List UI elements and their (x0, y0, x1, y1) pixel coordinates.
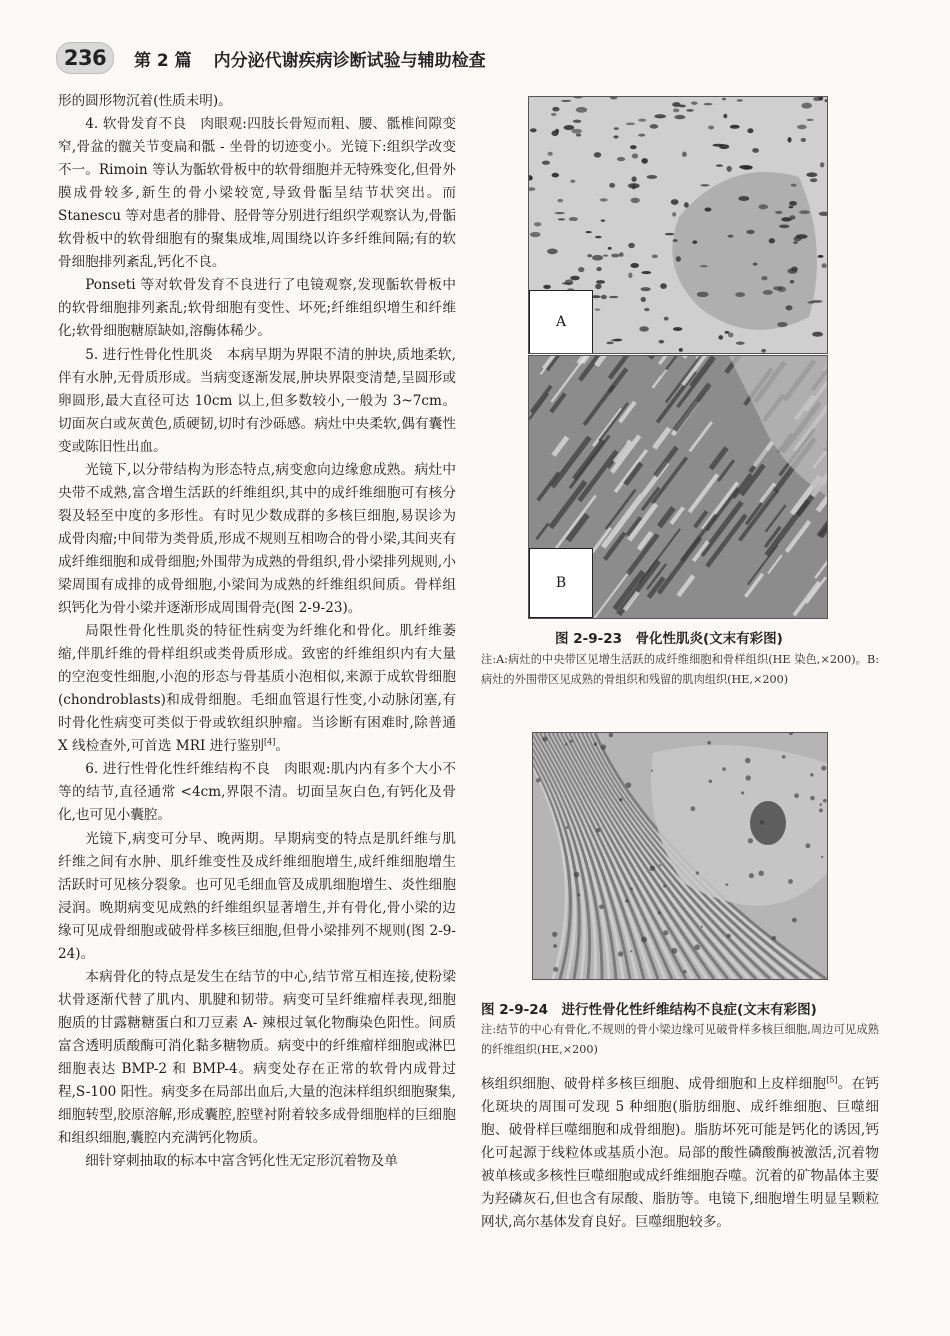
micrograph-c (533, 733, 827, 979)
paragraph: 形的圆形物沉着(性质未明)。 (58, 93, 232, 109)
paragraph: 核组织细胞、破骨样多核巨细胞、成骨细胞和上皮样细胞[5]。在钙化斑块的周围可发现 5 种细胞(脂肪细胞、成纤维细胞、巨噬细胞、破骨样巨噬细胞和成骨细胞)。脂肪坏死可能是钙化的诱因,钙化可起源于线粒体或基质小泡。局部的酸性磷酸酶被激活,沉着物被单核或多核性巨噬细胞或成纤维细胞吞噬。沉着的矿物晶体主要为羟磷灰石,但也含有尿酸、脂肪等。电镜下,细胞增生明显呈颗粒网状,高尔基体发育良好。巨噬细胞较多。 (481, 1075, 880, 1231)
right-text-column (481, 1073, 879, 1234)
figure-2-9-23-panel-a (528, 96, 828, 354)
paragraph: 4. 软骨发育不良 肉眼观:四肢长骨短而粗、腰、骶椎间隙变窄,骨盆的髋关节变扁和骶 - 坐骨的切迹变小。光镜下:组织学改变不一。Rimoin 等认为骺软骨板中的软骨细胞并无特殊变化,但骨外膜成骨较多,新生的骨小梁较宽,导致骨骺呈结节状突出。而 Stanescu 等对患者的腓骨、胫骨等分别进行组织学观察认为,骨骺软骨板中的软骨细胞有的聚集成堆,周围绕以许多纤维间隔;有的软骨细胞排列紊乱,钙化不良。 (58, 116, 456, 271)
paragraph: 局限性骨化性肌炎的特征性病变为纤维化和骨化。肌纤维萎缩,伴肌纤维的骨样组织或类骨质形成。致密的纤维组织内有大量的空泡变性细胞,小泡的形态与骨基质小泡相似,来源于成软骨细胞(chondroblasts)和成骨细胞。毛细血管退行性变,小动脉闭塞,有时骨化性病变可类似于骨或软组织肿瘤。当诊断有困难时,除普通 X 线检查外,可首选 MRI 进行鉴别[4]。 (58, 623, 456, 755)
paragraph: 5. 进行性骨化性肌炎 本病早期为界限不清的肿块,质地柔软,伴有水肿,无骨质形成。当病变逐渐发展,肿块界限变清楚,呈圆形或卵圆形,最大直径可达 10cm 以上,但多数较小,一般为 3~7cm。切面灰白或灰黄色,质硬韧,切时有沙砾感。病灶中央柔软,偶有囊性变或陈旧性出血。 (58, 346, 456, 455)
paragraph: 6. 进行性骨化性纤维结构不良 肉眼观:肌内内有多个大小不等的结节,直径通常 <4cm,界限不清。切面呈灰白色,有钙化及骨化,也可见小囊腔。 (58, 761, 456, 824)
paragraph: 本病骨化的特点是发生在结节的中心,结节常互相连接,使粉梁状骨逐渐代替了肌内、肌腱和韧带。病变可呈纤维瘤样表现,细胞胞质的甘露糖糖蛋白和刀豆素 A- 辣根过氧化物酶染色阳性。间质富含透明质酸酶可消化黏多糖物质。病变中的纤维瘤样细胞或淋巴细胞表达 BMP-2 和 BMP-4。病变处存在正常的软骨内成骨过程,S-100 阳性。病变多在局部出血后,大量的泡沫样组织细胞聚集,细胞转型,胶原溶解,形成囊腔,腔壁衬附着较多成骨细胞样的巨细胞和组织细胞,囊腔内充满钙化物质。 (58, 968, 456, 1147)
part-title: 内分泌代谢疾病诊断试验与辅助检查 (213, 51, 486, 71)
paragraph: 光镜下,以分带结构为形态特点,病变愈向边缘愈成熟。病灶中央带不成熟,富含增生活跃的纤维组织,其中的成纤维细胞可有核分裂及轻至中度的多形性。有时见少数成群的多核巨细胞,易误诊为成骨肉瘤;中间带为类骨质,形成不规则互相吻合的骨小梁,其间夹有成纤维细胞和成骨细胞;外围带为成熟的骨组织,骨小梁排列规则,小梁周围有成排的成骨细胞,小梁间为成熟的纤维组织间质。骨样组织钙化为骨小梁并逐渐形成周围骨壳(图 2-9-23)。 (58, 461, 456, 617)
chapter-title (134, 46, 486, 71)
paragraph: Ponseti 等对软骨发育不良进行了电镜观察,发现骺软骨板中的软骨细胞排列紊乱;软骨细胞有变性、坏死;纤维组织增生和纤维化;软骨细胞糖原缺如,溶酶体稀少。 (58, 277, 456, 340)
reference-mark: [4] (264, 737, 276, 747)
paragraph: 光镜下,病变可分早、晚两期。早期病变的特点是肌纤维与肌纤维之间有水肿、肌纤维变性及成纤维细胞增生,成纤维细胞增生活跃时可见核分裂象。也可见毛细血管及成肌细胞增生、炎性细胞浸润。晚期病变见成熟的纤维组织显著增生,并有骨化,骨小梁的边缘可见成骨细胞或破骨样多核巨细胞,但骨小梁排列不规则(图 2-9-24)。 (58, 830, 456, 962)
figure-2-9-23-note: 注:A:病灶的中央带区见增生活跃的成纤维细胞和骨样组织(HE 染色,×200)。B:病灶的外围带区见成熟的骨组织和残留的肌肉组织(HE,×200) (481, 653, 879, 686)
reference-mark: [5] (826, 1075, 838, 1085)
left-text-column (58, 90, 456, 1173)
figure-2-9-24-caption: 图 2-9-24 进行性骨化性纤维结构不良症(文末有彩图) (481, 1002, 817, 1018)
figure-2-9-24-note: 注:结节的中心有骨化,不规则的骨小梁边缘可见破骨样多核巨细胞,周边可见成熟的纤维组织(HE,×200) (481, 1023, 879, 1056)
page-header (56, 42, 916, 76)
panel-b-label: B (529, 548, 593, 618)
figure-2-9-23-panel-b (528, 355, 828, 619)
page-number-badge: 236 (56, 42, 114, 74)
figure-2-9-24 (532, 732, 828, 980)
panel-a-label: A (529, 290, 593, 354)
paragraph: 细针穿刺抽取的标本中富含钙化性无定形沉着物及单 (85, 1153, 398, 1170)
figure-2-9-23-caption: 图 2-9-23 骨化性肌炎(文末有彩图) (555, 631, 783, 647)
part-label: 第 2 篇 (134, 51, 192, 71)
